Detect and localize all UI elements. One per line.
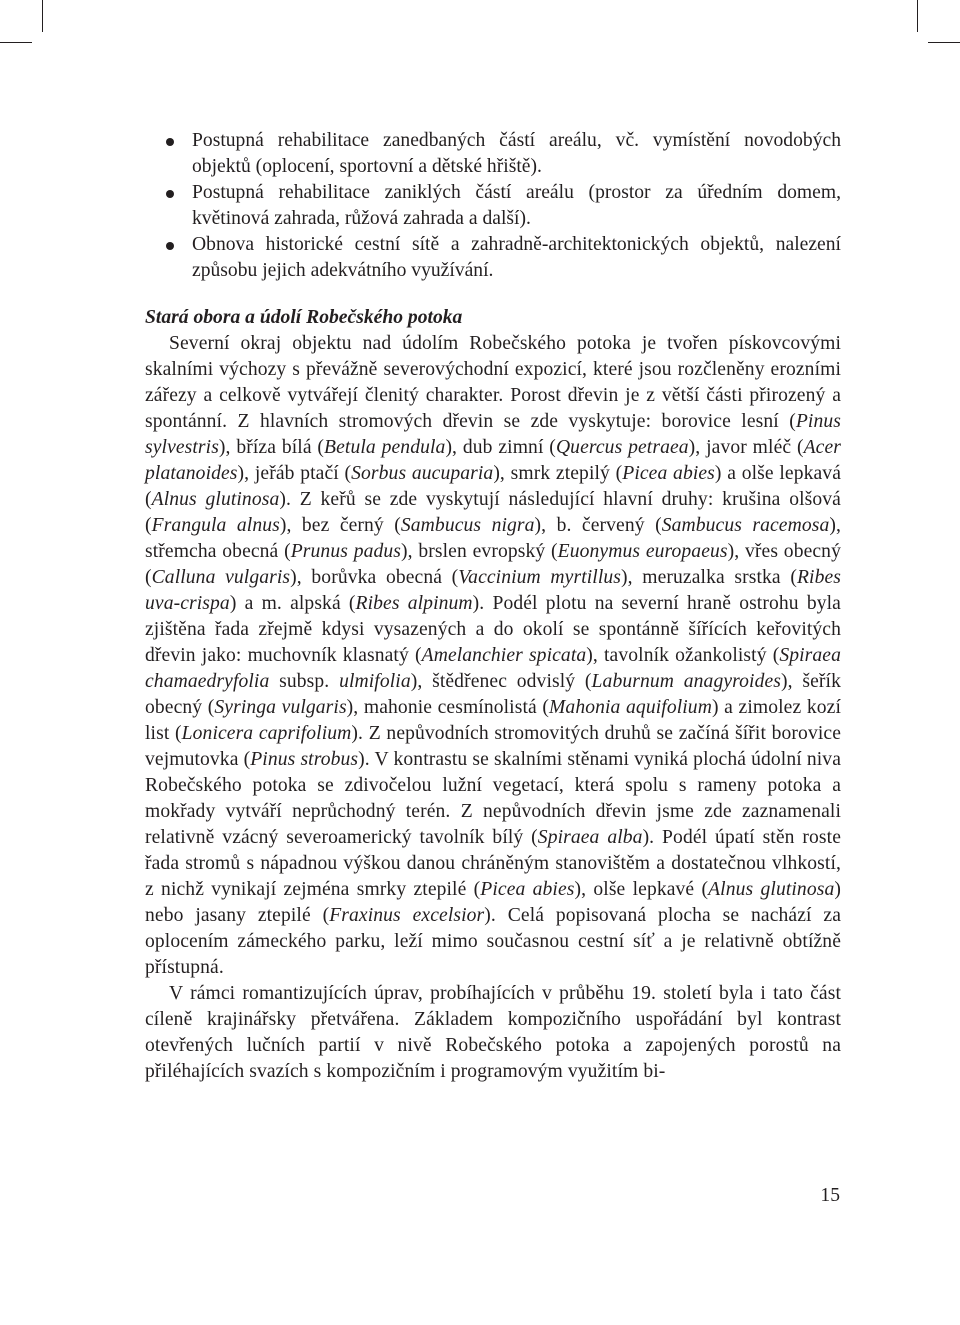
bullet-text: Obnova historické cestní sítě a zahradně-architektonických objektů, nalezení způsobu jejich adekvátního využívání. [192, 234, 841, 281]
text-run: ). Z nepůvodních stromovitých druhů se začíná šířit borovice vejmutovka ( [145, 723, 841, 770]
latin-name: ulmifolia [339, 671, 411, 692]
page-number: 15 [820, 1185, 840, 1206]
text-run: ), tavolník ožankolistý ( [586, 645, 780, 666]
text-run: ), jeřáb ptačí ( [237, 463, 352, 484]
text-run: ). V kontrastu se skalními stěnami vyniká plochá údolní niva Robečského potoka se zdivočelou lužní vegetací, která spolu s rameny potoka a mokřady vytváří neprůchodný terén. Z nepůvodních dřevin jsme zde zaznamenali relativně vzácný severoamerický tavolník bílý ( [145, 749, 842, 848]
page-content [145, 128, 841, 1085]
text-run: ), javor mléč ( [688, 437, 804, 458]
latin-name: Calluna vulgaris [151, 567, 291, 588]
latin-name: Alnus glutinosa [708, 879, 835, 900]
text-run: ), bez černý ( [279, 515, 401, 536]
bullet-item [145, 180, 841, 232]
latin-name: Sambucus racemosa [661, 515, 830, 536]
text-run: ), bříza bílá ( [218, 437, 325, 458]
latin-name: Sambucus nigra [400, 515, 535, 536]
latin-name: Acer platanoides [145, 437, 841, 484]
text-run: ), mahonie cesmínolistá ( [346, 697, 549, 718]
text-run: subsp. [269, 671, 340, 692]
text-run: ), brslen evropský ( [401, 541, 558, 562]
text-run: ), šeřík obecný ( [145, 671, 841, 718]
latin-name: Vaccinium myrtillus [458, 567, 622, 588]
latin-name: Pinus strobus [250, 749, 359, 770]
text-run: ), střemcha obecná ( [145, 515, 841, 562]
latin-name: Prunus padus [290, 541, 402, 562]
text-run: ) a zimolez kozí list ( [145, 697, 841, 744]
crop-mark-top-right-v [917, 0, 918, 32]
body-paragraph [145, 331, 841, 981]
text-run: ), borůvka obecná ( [290, 567, 459, 588]
text-run: ) a olše lepkavá ( [145, 463, 841, 510]
text-run: ). Z keřů se zde vyskytují následující hlavní druhy: krušina olšová ( [145, 489, 841, 536]
latin-name: Pinus sylvestris [145, 411, 841, 458]
latin-name: Euonymus europaeus [557, 541, 728, 562]
latin-name: Alnus glutinosa [151, 489, 280, 510]
latin-name: Amelanchier spicata [421, 645, 587, 666]
latin-name: Lonicera caprifolium [181, 723, 352, 744]
latin-name: Betula pendula [324, 437, 446, 458]
crop-mark-top-right-h [928, 42, 960, 43]
section-heading: Stará obora a údolí Robečského potoka [145, 307, 463, 328]
bullet-icon [166, 190, 174, 198]
bullet-item [145, 232, 841, 284]
bullet-item [145, 128, 841, 180]
text-run: ), b. červený ( [534, 515, 662, 536]
latin-name: Picea abies [622, 463, 715, 484]
latin-name: Sorbus aucuparia [351, 463, 494, 484]
text-run: ), olše lepkavé ( [574, 879, 709, 900]
latin-name: Laburnum anagyroides [591, 671, 782, 692]
text-run: ) a m. alpská ( [229, 593, 356, 614]
bullet-list [145, 128, 841, 284]
latin-name: Spiraea chamaedryfolia [145, 645, 841, 692]
text-run: ). Podél úpatí stěn roste řada stromů s nápadnou výškou danou chráněným stanovištěm a dostatečnou vlhkostí, z nichž vynikají zejména smrky ztepilé ( [145, 827, 842, 900]
latin-name: Syringa vulgaris [214, 697, 347, 718]
latin-name: Spiraea alba [537, 827, 643, 848]
bullet-text: Postupná rehabilitace zaniklých částí areálu (prostor za úředním domem, květinová zahrada, růžová zahrada a další). [192, 182, 841, 229]
crop-mark-top-left-h [0, 42, 32, 43]
latin-name: Picea abies [480, 879, 575, 900]
latin-name: Frangula alnus [151, 515, 280, 536]
body-paragraph-2: V rámci romantizujících úprav, probíhajících v průběhu 19. století byla i tato část cíleně krajinářsky přetvářena. Základem kompozičního uspořádání byl kontrast otevřených lučních partií v nivě Robečského potoka a zapojených porostů na přiléhajících svazích s kompozičním i programovým využitím bi- [145, 983, 841, 1082]
latin-name: Quercus petraea [555, 437, 689, 458]
bullet-text: Postupná rehabilitace zanedbaných částí areálu, vč. vymístění novodobých objektů (oplocení, sportovní a dětské hřiště). [192, 130, 841, 177]
text-run: ), vřes obecný ( [145, 541, 841, 588]
latin-name: Fraxinus excelsior [329, 905, 485, 926]
text-run: ), dub zimní ( [445, 437, 556, 458]
text-run: Severní okraj objektu nad údolím Robečského potoka je tvořen pískovcovými skalními výchozy s převážně severovýchodní expozicí, které jsou rozčleněny erozními zářezy a celkově vytvářejí členitý charakter. Porost dřevin je z větší části přirozený a spontánní. Z hlavních stromových dřevin se zde vyskytuje: borovice lesní ( [145, 333, 841, 432]
text-run: ) nebo jasany ztepilé ( [145, 879, 841, 926]
text-run: ), štědřenec odvislý ( [410, 671, 592, 692]
latin-name: Mahonia aquifolium [549, 697, 712, 718]
text-run: ). Celá popisovaná plocha se nachází za oplocením zámeckého parku, leží mimo současnou cestní síť a je relativně obtížně přístupná. [145, 905, 841, 978]
latin-name: Ribes alpinum [355, 593, 473, 614]
text-run: ), smrk ztepilý ( [493, 463, 623, 484]
latin-name: Ribes uva-crispa [145, 567, 842, 614]
text-run: ), meruzalka srstka ( [621, 567, 797, 588]
crop-mark-top-left-v [42, 0, 43, 32]
bullet-icon [166, 242, 174, 250]
bullet-icon [166, 138, 174, 146]
text-run: ). Podél plotu na severní hraně ostrohu byla zjištěna řada zřejmě kdysi vysazených a do okolí se spontánně šířících keřovitých dřevin jako: muchovník klasnatý ( [145, 593, 841, 666]
